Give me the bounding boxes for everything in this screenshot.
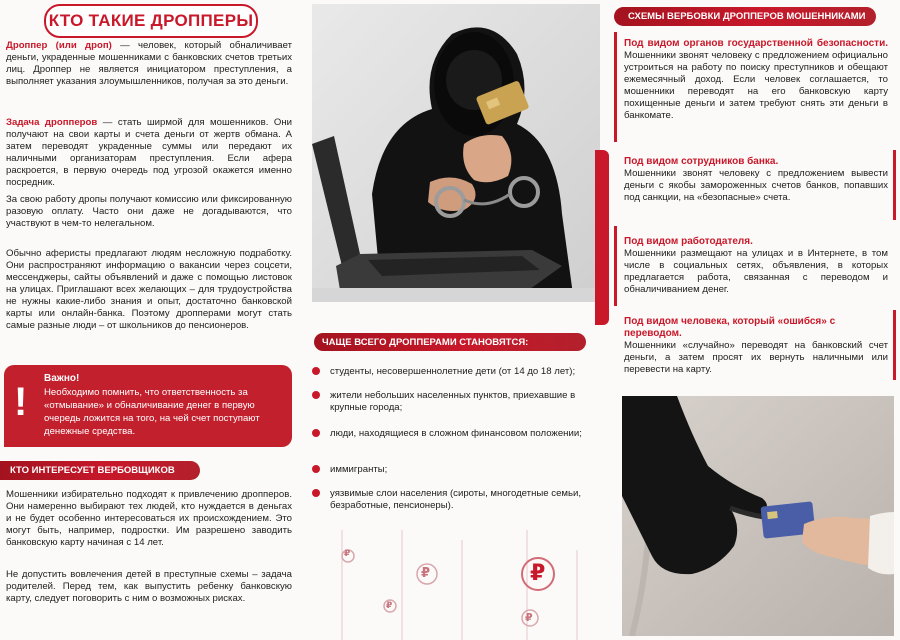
paragraph-parents	[6, 569, 292, 605]
term-task: Задача дропперов	[6, 117, 98, 128]
ruble-icon: ₽	[525, 612, 533, 624]
bullet-icon	[312, 367, 320, 375]
ruble-icon: ₽	[344, 548, 351, 558]
scheme-text: Мошенники звонят человеку с предложением вывести деньги с якобы замороженных счетов банков, попавших под санкции, на «безопасные» счета.	[624, 168, 888, 203]
selection-text: Мошенники избирательно подходят к привлечению дропперов. Они намеренно выбирают тех людей, кто нуждается в деньгах и не будет особенно интересоваться их происхождением. Это могут быть, например, подростки. Им разрешено заводить банковскую карту начиная с 14 лет.	[6, 489, 292, 548]
bullet-icon	[312, 429, 320, 437]
decorative-red-bar	[893, 310, 896, 380]
paragraph-dropper-task	[6, 117, 292, 189]
recruitment-text: Обычно аферисты предлагают людям несложную подработку. Они распространяют информацию о вакансии через соцсети, мессенджеры, сайты объявлений и даже с помощью листовок на улицах. Приглашают всех желающих – для трудоустройства не нужны какие-либо знания и опыт, достаточно банковской карты или онлайн-банка. Поэтому дропперами могут стать самые разные люди – от школьников до пенсионеров.	[6, 248, 292, 331]
scheme-title: Под видом сотрудников банка.	[624, 156, 779, 167]
definition-text: — человек, который обналичивает деньги, украденные мошенниками с банковских счетов третьих лиц. Дроппер не является инициатором преступления, а выполняет указания злоумышленников, получая за это деньги.	[6, 40, 293, 87]
list-item-text: жители небольших населенных пунктов, приехавшие в крупные города;	[330, 390, 576, 413]
important-notice	[4, 365, 292, 447]
scheme-employer	[624, 236, 888, 296]
scheme-title: Под видом органов государственной безопасности.	[624, 38, 888, 49]
section-header-recruiters: КТО ИНТЕРЕСУЕТ ВЕРБОВЩИКОВ	[0, 461, 200, 480]
paragraph-recruitment	[6, 248, 292, 332]
section-header-schemes: СХЕМЫ ВЕРБОВКИ ДРОППЕРОВ МОШЕННИКАМИ	[614, 7, 876, 26]
scheme-text: Мошенники «случайно» переводят на банковский счет деньги, а затем просят их вернуть наличными или перевести на карту.	[624, 340, 888, 375]
scheme-text: Мошенники размещают на улицах и в Интернете, в том числе в социальных сетях, объявления, в которых предлагается работа, связанная с переводом и обналичиванием денег.	[624, 248, 888, 295]
list-item-text: иммигранты;	[330, 464, 388, 475]
exclamation-icon: !	[14, 380, 28, 424]
paragraph-payment	[6, 194, 292, 230]
scheme-title: Под видом работодателя.	[624, 236, 753, 247]
scheme-bank-staff	[624, 156, 888, 204]
left-column	[0, 0, 300, 640]
bullet-icon	[312, 489, 320, 497]
bullet-icon	[312, 465, 320, 473]
paragraph-dropper-definition	[6, 40, 292, 88]
task-text: — стать ширмой для мошенников. Они получают на свои карты и счета деньги от жертв обмана. А затем переводят украденные суммы или передают их наличными организаторам преступления. Если афера раскроется, в первую очередь под угрозой окажется именно посредник.	[6, 117, 292, 188]
notice-text: Необходимо помнить, что ответственность за «отмывание» и обналичивание денег в первую очередь ложится на того, на чей счет поступают денежные средства.	[44, 387, 260, 437]
notice-title: Важно!	[44, 373, 80, 384]
list-item-text: уязвимые слои населения (сироты, многодетные семьи, безработные, пенсионеры).	[330, 488, 582, 511]
payment-text: За свою работу дропы получают комиссию или фиксированную разовую оплату. Часто они даже не догадываются, что участвуют в чем-то нелегальном.	[6, 194, 292, 229]
decorative-red-bar	[614, 226, 617, 306]
scheme-text: Мошенники звонят человеку с предложением официально устроиться на работу по поиску преступников и обещают ежемесячный доход. Если человек соглашается, то мошенники переводят на его банковскую карту похищенные деньги и затем требуют снять эти деньги в банкомате.	[624, 50, 888, 121]
ruble-coins-decoration	[312, 530, 602, 640]
criminal-illustration	[312, 4, 600, 302]
ruble-icon: ₽	[530, 560, 546, 585]
bullet-icon	[312, 391, 320, 399]
card-handover-photo	[622, 396, 894, 636]
list-item-text: студенты, несовершеннолетние дети (от 14 до 18 лет);	[330, 366, 576, 377]
decorative-red-bar	[893, 150, 896, 220]
parents-text: Не допустить вовлечения детей в преступные схемы – задача родителей. Перед тем, как выпустить ребенку банковскую карту, следует поговорить с ним о возможных рисках.	[6, 569, 292, 604]
ruble-icon: ₽	[386, 600, 393, 610]
scheme-mistaken-transfer	[624, 316, 888, 376]
scheme-title: Под видом человека, который «ошибся» с переводом.	[624, 316, 836, 339]
ruble-icon: ₽	[421, 565, 431, 580]
paragraph-selection	[6, 489, 292, 549]
list-item-text: люди, находящиеся в сложном финансовом положении;	[330, 428, 582, 439]
term-dropper: Дроппер (или дроп)	[6, 40, 112, 51]
hooded-criminal-photo	[312, 4, 600, 302]
card-handover-illustration	[622, 396, 894, 636]
section-header-common-droppers: ЧАЩЕ ВСЕГО ДРОППЕРАМИ СТАНОВЯТСЯ:	[314, 333, 586, 351]
decorative-red-bar	[614, 32, 617, 142]
leaflet-title: КТО ТАКИЕ ДРОППЕРЫ	[44, 4, 258, 38]
scheme-state-security	[624, 38, 888, 122]
decorative-red-bar	[595, 150, 609, 325]
